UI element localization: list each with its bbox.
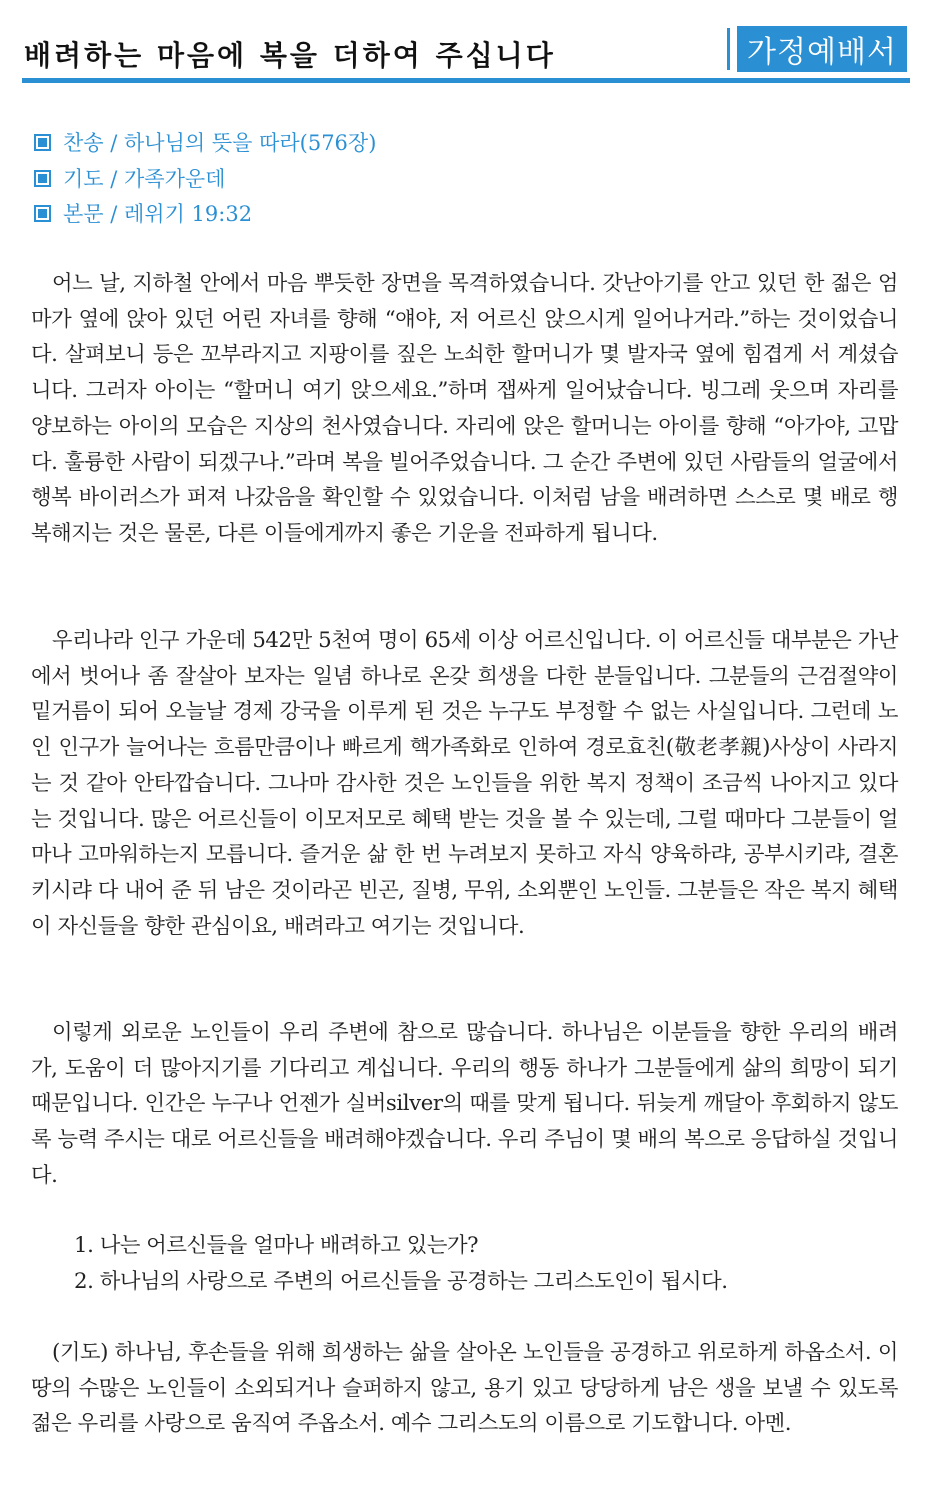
reflection-question-2: 2. 하나님의 사랑으로 주변의 어르신들을 공경하는 그리스도인이 됩시다.	[74, 1268, 728, 1294]
body-paragraph-2: 우리나라 인구 가운데 542만 5천여 명이 65세 이상 어르신입니다. 이 어르신들 대부분은 가난에서 벗어나 좀 잘살아 보자는 일념 하나로 온갖 희생을 다한 분들입니다. 그분들의 근검절약이 밑거름이 되어 오늘날 경제 강국을 이루게 된 것은 누구도 부정할 수 없는 사실입니다. 그런데 노인 인구가 늘어나는 흐름만큼이나 빠르게 핵가족화로 인하여 경로효친(敬老孝親)사상이 사라지는 것 같아 안타깝습니다. 그나마 감사한 것은 노인들을 위한 복지 정책이 조금씩 나아지고 있다는 것입니다. 많은 어르신들이 이모저모로 혜택 받는 것을 볼 수 있는데, 그럴 때마다 그분들이 얼마나 고마워하는지 모릅니다. 즐거운 삶 한 번 누려보지 못하고 자식 양육하랴, 공부시키랴, 결혼키시랴 다 내어 준 뒤 남은 것이라곤 빈곤, 질병, 무위, 소외뿐인 노인들. 그분들은 작은 복지 혜택이 자신들을 향한 관심이요, 배려라고 여기는 것입니다.	[31, 628, 898, 939]
info-hymn-text: 찬송 / 하나님의 뜻을 따라(576장)	[63, 131, 377, 155]
reflection-question-1: 1. 나는 어르신들을 얼마나 배려하고 있는가?	[74, 1233, 479, 1258]
reflection-questions	[74, 1228, 728, 1299]
square-bullet-icon	[34, 205, 51, 222]
square-bullet-icon	[34, 134, 51, 151]
body-paragraph-3: 이렇게 외로운 노인들이 우리 주변에 참으로 많습니다. 하나님은 이분들을 향한 우리의 배려가, 도움이 더 많아지기를 기다리고 계십니다. 우리의 행동 하나가 그분들에게 삶의 희망이 되기 때문입니다. 인간은 누구나 언젠가 실버silver의 때를 맞게 됩니다. 뒤늦게 깨달아 후회하지 않도록 능력 주시는 대로 어르신들을 배려해야겠습니다. 우리 주님이 몇 배의 복으로 응답하실 것입니다.	[31, 1020, 898, 1188]
square-bullet-icon	[34, 170, 51, 187]
body-paragraph-1: 어느 날, 지하철 안에서 마음 뿌듯한 장면을 목격하였습니다. 갓난아기를 안고 있던 한 젊은 엄마가 옆에 앉아 있던 어린 자녀를 향해 “얘야, 저 어르신 앉으시게 일어나거라.”하는 것이었습니다. 살펴보니 등은 꼬부라지고 지팡이를 짚은 노쇠한 할머니가 몇 발자국 옆에 힘겹게 서 계셨습니다. 그러자 아이는 “할머니 여기 앉으세요.”하며 잽싸게 일어났습니다. 빙그레 웃으며 자리를 양보하는 아이의 모습은 지상의 천사였습니다. 자리에 앉은 할머니는 아이를 향해 “아가야, 고맙다. 훌륭한 사람이 되겠구나.”라며 복을 빌어주었습니다. 그 순간 주변에 있던 사람들의 얼굴에서 행복 바이러스가 퍼져 나갔음을 확인할 수 있었습니다. 이처럼 남을 배려하면 스스로 몇 배로 행복해지는 것은 물론, 다른 이들에게까지 좋은 기운을 전파하게 됩니다.	[31, 271, 898, 546]
info-scripture-text: 본문 / 레위기 19:32	[63, 202, 253, 226]
closing-prayer: (기도) 하나님, 후손들을 위해 희생하는 삶을 살아온 노인들을 공경하고 위로하게 하옵소서. 이 땅의 수많은 노인들이 소외되거나 슬퍼하지 않고, 용기 있고 당당하게 남은 생을 보낼 수 있도록 젊은 우리를 사랑으로 움직여 주옵소서. 예수 그리스도의 이름으로 기도합니다. 아멘.	[31, 1340, 898, 1437]
info-prayer	[34, 162, 376, 198]
info-list	[34, 126, 376, 233]
header-rule	[22, 78, 910, 83]
page-title: 배려하는 마음에 복을 더하여 주십니다	[24, 39, 556, 72]
info-scripture	[34, 197, 376, 233]
info-hymn	[34, 126, 376, 162]
info-prayer-text: 기도 / 가족가운데	[63, 166, 226, 191]
section-badge: 가정예배서	[737, 26, 907, 72]
header-divider	[727, 28, 730, 70]
